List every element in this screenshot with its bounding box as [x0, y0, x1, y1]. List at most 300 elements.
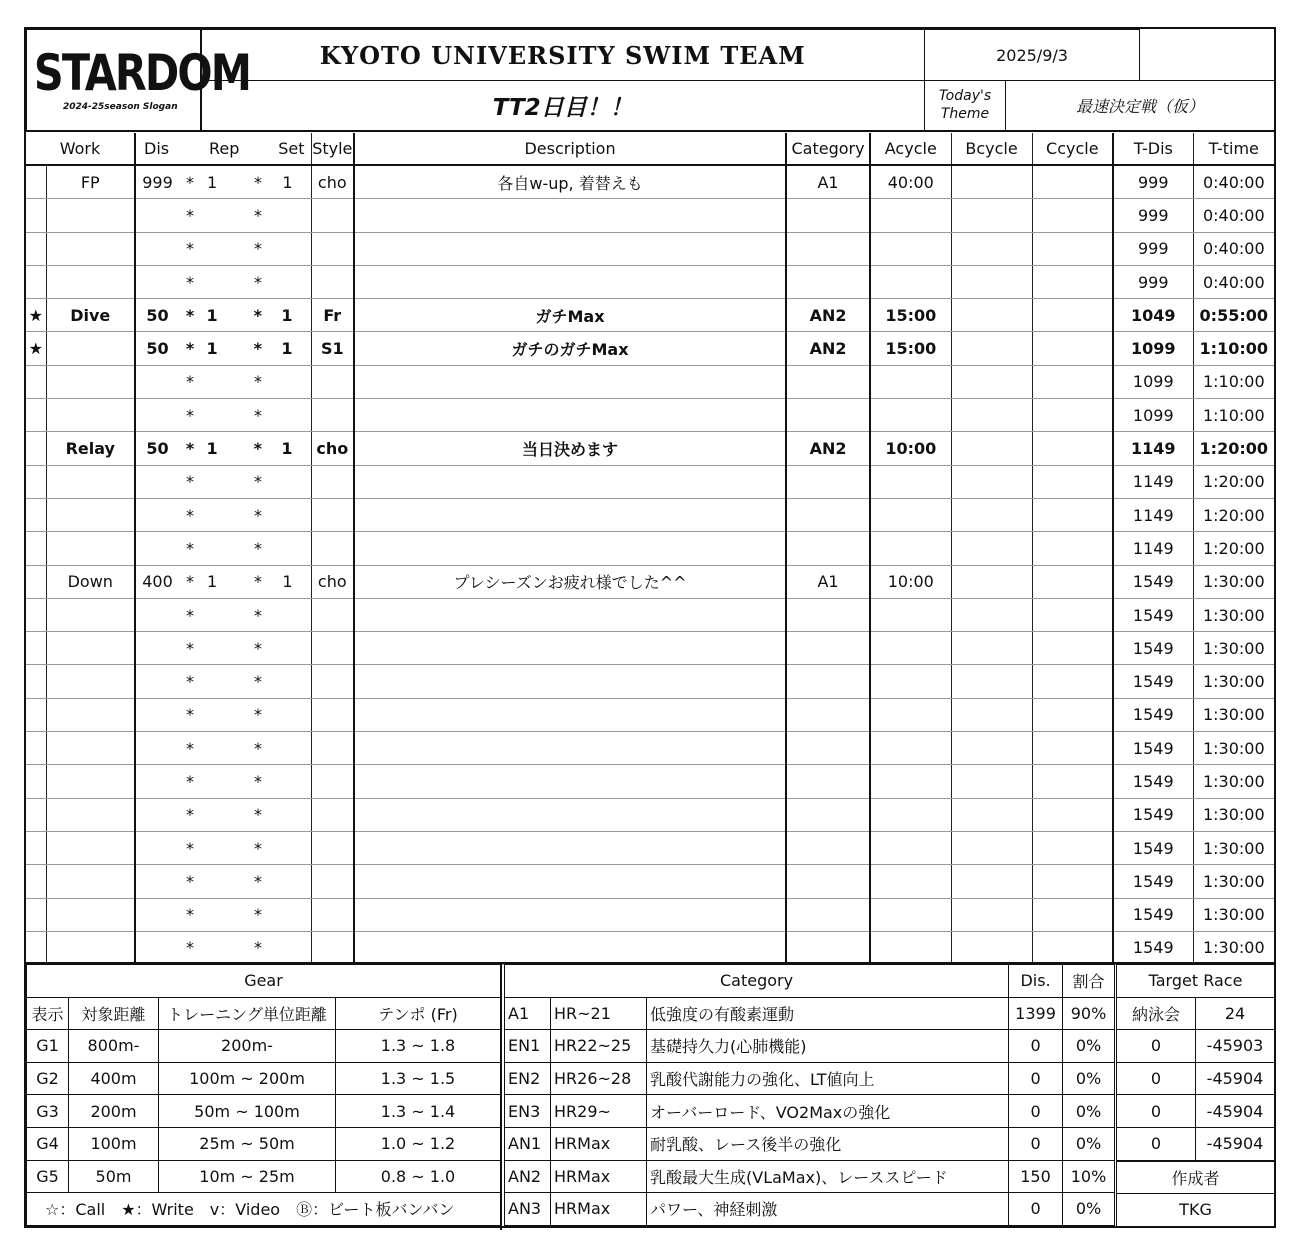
logo-cell: [27, 30, 251, 131]
style-cell: [311, 399, 354, 432]
ttime-cell: 1:30:00: [1193, 598, 1274, 631]
gear-cell: G5: [27, 1160, 69, 1193]
category-value: HR29~: [551, 1095, 647, 1128]
bcycle-cell: [951, 465, 1032, 498]
description-cell: [354, 698, 786, 731]
set-cell: 1: [268, 565, 311, 598]
dis-cell: [135, 498, 179, 531]
gear-cell: G1: [27, 1030, 69, 1063]
acycle-cell: 15:00: [870, 299, 951, 332]
ttime-cell: 0:40:00: [1193, 265, 1274, 298]
category-row: [505, 1030, 1115, 1063]
rep-cell: [201, 265, 223, 298]
description-cell: [354, 532, 786, 565]
ccycle-cell: [1032, 432, 1113, 465]
style-cell: [311, 199, 354, 232]
dis-cell: [135, 199, 179, 232]
times-sign: *: [179, 732, 201, 765]
author-row: [1117, 1194, 1275, 1227]
ttime-cell: 0:40:00: [1193, 232, 1274, 265]
ttime-cell: 0:40:00: [1193, 199, 1274, 232]
set-cell: 1: [268, 299, 311, 332]
gear-table: [26, 964, 501, 1226]
times-sign: *: [223, 165, 268, 199]
category-value: HR26~28: [551, 1062, 647, 1095]
times-sign: *: [223, 565, 268, 598]
description-cell: [354, 898, 786, 931]
description-cell: [354, 931, 786, 964]
category-dis-header: Dis.: [1009, 965, 1063, 998]
gear-cell: G4: [27, 1127, 69, 1160]
rep-cell: [201, 199, 223, 232]
day-title: TT2日目！！: [201, 81, 925, 131]
work-cell: [46, 232, 135, 265]
bcycle-cell: [951, 632, 1032, 665]
table-row: [26, 532, 1274, 565]
category-value: 0: [1009, 1030, 1063, 1063]
rep-cell: [201, 498, 223, 531]
times-sign: *: [223, 199, 268, 232]
style-cell: S1: [311, 332, 354, 365]
ttime-cell: 0:40:00: [1193, 165, 1274, 199]
ccycle-cell: [1032, 765, 1113, 798]
tdis-cell: 999: [1113, 199, 1193, 232]
acycle-cell: [870, 199, 951, 232]
times-sign: *: [179, 665, 201, 698]
bcycle-cell: [951, 399, 1032, 432]
description-cell: [354, 465, 786, 498]
rep-cell: [201, 632, 223, 665]
rep-cell: 1: [201, 299, 223, 332]
target-race-table: [1116, 964, 1275, 1227]
category-value: EN1: [505, 1030, 551, 1063]
bcycle-cell: [951, 931, 1032, 964]
times-sign: *: [223, 765, 268, 798]
ccycle-cell: [1032, 732, 1113, 765]
times-sign: *: [223, 831, 268, 864]
target-race-row: [1117, 1095, 1275, 1128]
work-cell: Relay: [46, 432, 135, 465]
category-cell: [786, 532, 870, 565]
ccycle-cell: [1032, 332, 1113, 365]
date: 2025/9/3: [925, 30, 1140, 81]
acycle-cell: [870, 232, 951, 265]
dis-cell: [135, 831, 179, 864]
column-header-row: [26, 133, 1274, 165]
ccycle-cell: [1032, 532, 1113, 565]
slogan-label: 2024-25season Slogan: [63, 101, 178, 112]
dis-cell: [135, 232, 179, 265]
col-tdis: T-Dis: [1113, 133, 1193, 165]
times-sign: *: [223, 432, 268, 465]
times-sign: *: [179, 532, 201, 565]
footer-divider: [500, 964, 502, 1230]
gear-row: [27, 1062, 501, 1095]
col-dis: Dis: [135, 133, 201, 165]
gear-cell: 50m ~ 100m: [159, 1095, 336, 1128]
work-cell: [46, 665, 135, 698]
style-cell: [311, 665, 354, 698]
dis-cell: 999: [135, 165, 179, 199]
category-cell: AN2: [786, 432, 870, 465]
gear-cell: G3: [27, 1095, 69, 1128]
acycle-cell: [870, 931, 951, 964]
category-title: Category: [505, 965, 1009, 998]
col-work: Work: [26, 133, 135, 165]
category-value: AN1: [505, 1127, 551, 1160]
write-mark: [26, 798, 46, 831]
category-value: 90%: [1063, 997, 1115, 1030]
style-cell: [311, 465, 354, 498]
ttime-cell: 1:30:00: [1193, 831, 1274, 864]
set-cell: [268, 765, 311, 798]
times-sign: *: [223, 399, 268, 432]
times-sign: *: [223, 698, 268, 731]
acycle-cell: 10:00: [870, 565, 951, 598]
acycle-cell: [870, 265, 951, 298]
category-row: [505, 1062, 1115, 1095]
dis-cell: [135, 598, 179, 631]
table-row: [26, 365, 1274, 398]
times-sign: *: [179, 165, 201, 199]
ttime-cell: 1:30:00: [1193, 931, 1274, 964]
category-cell: [786, 698, 870, 731]
work-cell: [46, 898, 135, 931]
times-sign: *: [223, 332, 268, 365]
gear-title: Gear: [27, 965, 501, 998]
dis-cell: [135, 798, 179, 831]
gear-cell: 1.3 ~ 1.8: [336, 1030, 501, 1063]
style-cell: [311, 931, 354, 964]
category-value: 乳酸代謝能力の強化、LT値向上: [647, 1062, 1009, 1095]
times-sign: *: [179, 898, 201, 931]
footer: [26, 962, 1274, 1230]
set-cell: 1: [268, 165, 311, 199]
tdis-cell: 1549: [1113, 765, 1193, 798]
times-sign: *: [179, 265, 201, 298]
category-cell: [786, 598, 870, 631]
category-value: HRMax: [551, 1160, 647, 1193]
rep-cell: [201, 865, 223, 898]
ttime-cell: 1:10:00: [1193, 332, 1274, 365]
set-cell: 1: [268, 332, 311, 365]
bcycle-cell: [951, 532, 1032, 565]
times-sign: *: [223, 532, 268, 565]
table-row: [26, 698, 1274, 731]
gear-cell: 200m-: [159, 1030, 336, 1063]
acycle-cell: [870, 765, 951, 798]
work-cell: [46, 465, 135, 498]
table-row: [26, 732, 1274, 765]
tdis-cell: 1549: [1113, 665, 1193, 698]
style-cell: cho: [311, 565, 354, 598]
category-row: [505, 1095, 1115, 1128]
rep-cell: [201, 931, 223, 964]
target-race-cell: 0: [1117, 1030, 1196, 1063]
rep-cell: [201, 831, 223, 864]
target-race-row: [1117, 1062, 1275, 1095]
category-value: 0%: [1063, 1193, 1115, 1226]
acycle-cell: [870, 399, 951, 432]
description-cell: [354, 632, 786, 665]
table-row: [26, 665, 1274, 698]
ttime-cell: 1:30:00: [1193, 665, 1274, 698]
ccycle-cell: [1032, 498, 1113, 531]
ttime-cell: 1:30:00: [1193, 765, 1274, 798]
style-cell: Fr: [311, 299, 354, 332]
category-value: AN3: [505, 1193, 551, 1226]
ccycle-cell: [1032, 465, 1113, 498]
times-sign: *: [179, 199, 201, 232]
bcycle-cell: [951, 332, 1032, 365]
times-sign: *: [179, 598, 201, 631]
theme-value: 最速決定戦（仮）: [1006, 81, 1275, 131]
category-table: [504, 964, 1115, 1226]
category-value: 乳酸最大生成(VLaMax)、レーススピード: [647, 1160, 1009, 1193]
set-cell: [268, 399, 311, 432]
style-cell: [311, 865, 354, 898]
table-row: [26, 831, 1274, 864]
work-cell: Dive: [46, 299, 135, 332]
times-sign: *: [179, 465, 201, 498]
stardom-logo: STARDOM: [33, 43, 251, 102]
bcycle-cell: [951, 565, 1032, 598]
gear-cell: 10m ~ 25m: [159, 1160, 336, 1193]
bcycle-cell: [951, 232, 1032, 265]
style-cell: [311, 698, 354, 731]
bcycle-cell: [951, 432, 1032, 465]
tdis-cell: 1099: [1113, 399, 1193, 432]
category-value: EN3: [505, 1095, 551, 1128]
ccycle-cell: [1032, 232, 1113, 265]
acycle-cell: [870, 831, 951, 864]
tdis-cell: 1049: [1113, 299, 1193, 332]
category-cell: [786, 498, 870, 531]
category-value: 1399: [1009, 997, 1063, 1030]
dis-cell: 400: [135, 565, 179, 598]
gear-cell: 1.3 ~ 1.5: [336, 1062, 501, 1095]
ccycle-cell: [1032, 598, 1113, 631]
category-cell: A1: [786, 565, 870, 598]
category-row: [505, 1127, 1115, 1160]
times-sign: *: [179, 865, 201, 898]
workout-table: [26, 133, 1274, 965]
col-bcycle: Bcycle: [951, 133, 1032, 165]
category-value: HRMax: [551, 1127, 647, 1160]
write-mark: [26, 698, 46, 731]
times-sign: *: [223, 632, 268, 665]
times-sign: *: [179, 399, 201, 432]
bcycle-cell: [951, 265, 1032, 298]
gear-cell: 100m: [69, 1127, 159, 1160]
category-cell: [786, 798, 870, 831]
times-sign: *: [179, 931, 201, 964]
gear-cell: 1.3 ~ 1.4: [336, 1095, 501, 1128]
target-race-cell: -45904: [1196, 1062, 1275, 1095]
write-mark: [26, 831, 46, 864]
style-cell: cho: [311, 165, 354, 199]
style-cell: [311, 598, 354, 631]
rep-cell: [201, 232, 223, 265]
table-row: [26, 565, 1274, 598]
category-cell: [786, 865, 870, 898]
write-mark: ★: [26, 332, 46, 365]
style-cell: [311, 765, 354, 798]
acycle-cell: [870, 732, 951, 765]
work-cell: [46, 931, 135, 964]
dis-cell: [135, 865, 179, 898]
category-ratio-header: 割合: [1063, 965, 1115, 998]
dis-cell: [135, 465, 179, 498]
ttime-cell: 1:30:00: [1193, 698, 1274, 731]
category-value: 耐乳酸、レース後半の強化: [647, 1127, 1009, 1160]
col-ccycle: Ccycle: [1032, 133, 1113, 165]
acycle-cell: [870, 532, 951, 565]
work-cell: [46, 698, 135, 731]
target-race-cell: 0: [1117, 1127, 1196, 1160]
write-mark: [26, 931, 46, 964]
ttime-cell: 1:30:00: [1193, 565, 1274, 598]
description-cell: 当日決めます: [354, 432, 786, 465]
bcycle-cell: [951, 798, 1032, 831]
times-sign: *: [179, 332, 201, 365]
description-cell: [354, 765, 786, 798]
target-race-cell: 0: [1117, 1062, 1196, 1095]
theme-label-line1: Today's: [938, 88, 992, 105]
ttime-cell: 1:30:00: [1193, 732, 1274, 765]
times-sign: *: [223, 265, 268, 298]
gear-cell: 100m ~ 200m: [159, 1062, 336, 1095]
table-row: [26, 632, 1274, 665]
bcycle-cell: [951, 299, 1032, 332]
ttime-cell: 1:30:00: [1193, 898, 1274, 931]
tdis-cell: 1549: [1113, 732, 1193, 765]
write-mark: [26, 365, 46, 398]
work-cell: [46, 265, 135, 298]
times-sign: *: [223, 598, 268, 631]
set-cell: [268, 632, 311, 665]
times-sign: *: [179, 565, 201, 598]
category-cell: [786, 931, 870, 964]
table-row: [26, 265, 1274, 298]
ttime-cell: 1:20:00: [1193, 432, 1274, 465]
acycle-cell: 10:00: [870, 432, 951, 465]
dis-cell: [135, 399, 179, 432]
dis-cell: 50: [135, 332, 179, 365]
tdis-cell: 1549: [1113, 865, 1193, 898]
author-label: 作成者: [1117, 1161, 1275, 1194]
work-cell: [46, 498, 135, 531]
category-value: A1: [505, 997, 551, 1030]
set-cell: [268, 498, 311, 531]
write-mark: [26, 465, 46, 498]
times-sign: *: [223, 365, 268, 398]
set-cell: [268, 831, 311, 864]
ccycle-cell: [1032, 865, 1113, 898]
table-row: [26, 931, 1274, 964]
author-name: TKG: [1117, 1194, 1275, 1227]
category-value: 150: [1009, 1160, 1063, 1193]
set-cell: [268, 665, 311, 698]
col-acycle: Acycle: [870, 133, 951, 165]
team-name: KYOTO UNIVERSITY SWIM TEAM: [201, 30, 925, 81]
dis-cell: 50: [135, 299, 179, 332]
gear-cell: 25m ~ 50m: [159, 1127, 336, 1160]
category-value: HRMax: [551, 1193, 647, 1226]
category-cell: [786, 831, 870, 864]
write-mark: [26, 165, 46, 199]
acycle-cell: [870, 898, 951, 931]
style-cell: [311, 365, 354, 398]
tdis-cell: 1099: [1113, 365, 1193, 398]
rep-cell: [201, 765, 223, 798]
acycle-cell: 15:00: [870, 332, 951, 365]
dis-cell: [135, 365, 179, 398]
acycle-cell: [870, 698, 951, 731]
category-cell: [786, 365, 870, 398]
write-mark: [26, 732, 46, 765]
set-cell: [268, 232, 311, 265]
dis-cell: [135, 698, 179, 731]
ttime-cell: 1:30:00: [1193, 798, 1274, 831]
acycle-cell: [870, 632, 951, 665]
work-cell: [46, 765, 135, 798]
col-set: Set: [268, 133, 311, 165]
tdis-cell: 999: [1113, 232, 1193, 265]
tdis-cell: 1149: [1113, 465, 1193, 498]
bcycle-cell: [951, 165, 1032, 199]
ccycle-cell: [1032, 931, 1113, 964]
acycle-cell: [870, 798, 951, 831]
work-cell: [46, 598, 135, 631]
work-cell: [46, 532, 135, 565]
bcycle-cell: [951, 698, 1032, 731]
times-sign: *: [223, 865, 268, 898]
description-cell: プレシーズンお疲れ様でした^^: [354, 565, 786, 598]
dis-cell: [135, 532, 179, 565]
times-sign: *: [223, 931, 268, 964]
tdis-cell: 1549: [1113, 598, 1193, 631]
table-row: [26, 865, 1274, 898]
write-mark: [26, 565, 46, 598]
category-cell: [786, 898, 870, 931]
ttime-cell: 1:30:00: [1193, 632, 1274, 665]
target-race-title: Target Race: [1117, 965, 1275, 998]
bcycle-cell: [951, 765, 1032, 798]
work-cell: [46, 798, 135, 831]
style-cell: [311, 732, 354, 765]
col-style: Style: [311, 133, 354, 165]
times-sign: *: [223, 665, 268, 698]
description-cell: [354, 365, 786, 398]
work-cell: [46, 831, 135, 864]
ttime-cell: 0:55:00: [1193, 299, 1274, 332]
times-sign: *: [179, 299, 201, 332]
gear-row: [27, 1160, 501, 1193]
write-mark: [26, 498, 46, 531]
target-race-cell: -45903: [1196, 1030, 1275, 1063]
bcycle-cell: [951, 865, 1032, 898]
ttime-cell: 1:20:00: [1193, 465, 1274, 498]
description-cell: [354, 498, 786, 531]
category-row: [505, 1160, 1115, 1193]
acycle-cell: [870, 665, 951, 698]
dis-cell: [135, 898, 179, 931]
category-cell: [786, 232, 870, 265]
work-cell: [46, 632, 135, 665]
col-description: Description: [354, 133, 786, 165]
dis-cell: [135, 765, 179, 798]
